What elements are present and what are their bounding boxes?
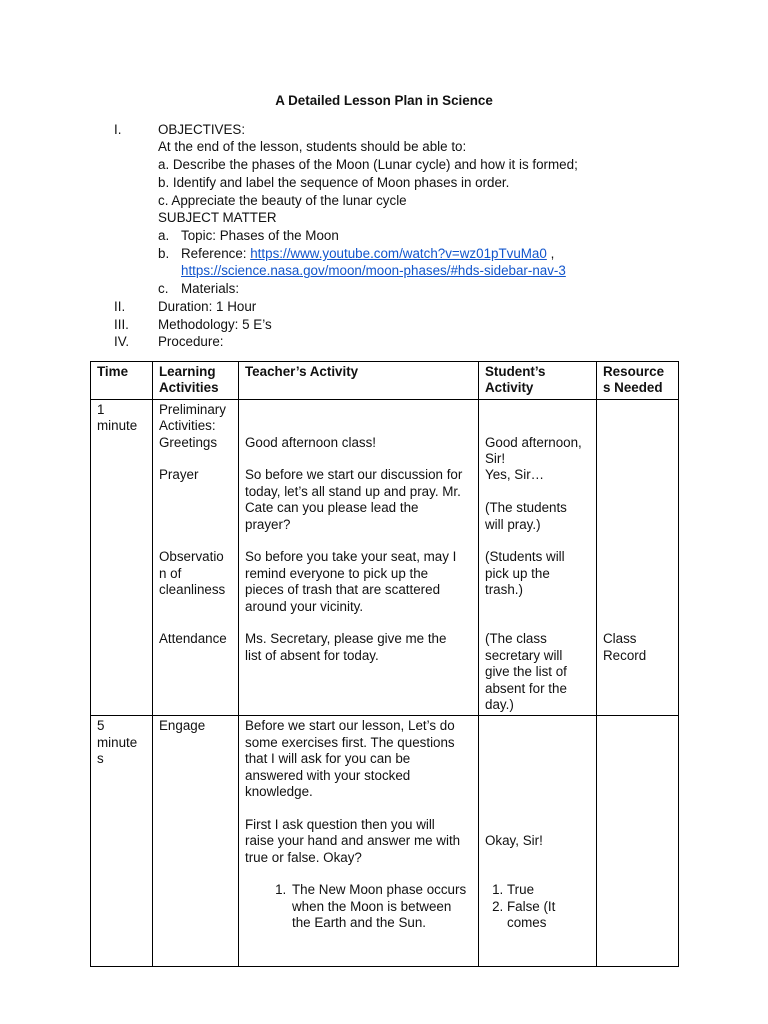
header-resources-needed: Resource s Needed bbox=[597, 362, 679, 400]
table-row bbox=[91, 399, 679, 716]
row2-time: 5 minute s bbox=[91, 716, 153, 967]
list-item: 1. The New Moon phase occurs when the Moon is between the Earth and the Sun. bbox=[290, 882, 472, 931]
engage-questions-list bbox=[245, 882, 472, 931]
row1-teachers-activity: Good afternoon class! So before we start our discussion for today, let’s all stand up and pray. Mr. Cate can you please lead the prayer? So before you take your seat, may I remind everyone to pick up the pieces of trash that are scattered around your vicinity. Ms. Secretary, please give me the list of absent for today. bbox=[239, 399, 479, 716]
list-item: 1. True bbox=[507, 882, 590, 898]
procedure-text: Procedure: bbox=[158, 334, 224, 349]
section-number-3: III. bbox=[114, 317, 129, 332]
subject-matter-heading: SUBJECT MATTER bbox=[158, 210, 277, 225]
section-number-1: I. bbox=[114, 122, 122, 137]
header-learning-activities: Learning Activities bbox=[153, 362, 239, 400]
header-time: Time bbox=[91, 362, 153, 400]
header-teachers-activity: Teacher’s Activity bbox=[239, 362, 479, 400]
methodology-text: Methodology: 5 E’s bbox=[158, 317, 272, 332]
reference-separator: , bbox=[546, 246, 555, 261]
header-students-activity: Student’s Activity bbox=[479, 362, 597, 400]
row2-resources-needed bbox=[597, 716, 679, 967]
row2-students-activity: Okay, Sir! 1. True 2. False (It comes bbox=[479, 716, 597, 967]
topic-text: Topic: Phases of the Moon bbox=[181, 228, 339, 243]
objectives-heading: OBJECTIVES: bbox=[158, 122, 246, 137]
nasa-reference-link[interactable]: https://science.nasa.gov/moon/moon-phases/#hds-sidebar-nav-3 bbox=[181, 263, 566, 278]
table-header-row bbox=[91, 362, 679, 400]
engage-answers-list bbox=[485, 882, 590, 931]
materials-letter: c. bbox=[158, 281, 169, 296]
youtube-reference-link[interactable]: https://www.youtube.com/watch?v=wz01pTvuMa0 bbox=[250, 246, 547, 261]
objective-c: c. Appreciate the beauty of the lunar cycle bbox=[158, 193, 407, 208]
reference-label: Reference: bbox=[181, 246, 251, 261]
document-title: A Detailed Lesson Plan in Science bbox=[275, 93, 493, 108]
objective-b: b. Identify and label the sequence of Moon phases in order. bbox=[158, 175, 510, 190]
row1-resources-needed: Class Record bbox=[597, 399, 679, 716]
row2-teachers-activity: Before we start our lesson, Let’s do some exercises first. The questions that I will ask for you can be answered with your stocked knowledge. First I ask question then you will raise your hand and answer me with true or false. Okay? 1. The New Moon phase occurs when the Moon is between the Earth and the Sun. bbox=[239, 716, 479, 967]
row1-time: 1 minute bbox=[91, 399, 153, 716]
table-row bbox=[91, 716, 679, 967]
objective-a: a. Describe the phases of the Moon (Lunar cycle) and how it is formed; bbox=[158, 157, 578, 172]
row2-learning-activities: Engage bbox=[153, 716, 239, 967]
section-number-2: II. bbox=[114, 299, 126, 314]
procedure-table bbox=[90, 361, 679, 967]
row1-students-activity: Good afternoon, Sir! Yes, Sir… (The students will pray.) (Students will pick up the trash.) (The class secretary will give the list of absent for the day.) bbox=[479, 399, 597, 716]
list-item: 2. False (It comes bbox=[507, 899, 590, 932]
topic-letter: a. bbox=[158, 228, 170, 243]
objectives-intro: At the end of the lesson, students should be able to: bbox=[158, 139, 467, 154]
reference-letter: b. bbox=[158, 246, 170, 261]
duration-text: Duration: 1 Hour bbox=[158, 299, 257, 314]
section-number-4: IV. bbox=[114, 334, 130, 349]
row1-learning-activities: Preliminary Activities: Greetings Prayer Observatio n of cleanliness Attendance bbox=[153, 399, 239, 716]
materials-text: Materials: bbox=[181, 281, 240, 296]
